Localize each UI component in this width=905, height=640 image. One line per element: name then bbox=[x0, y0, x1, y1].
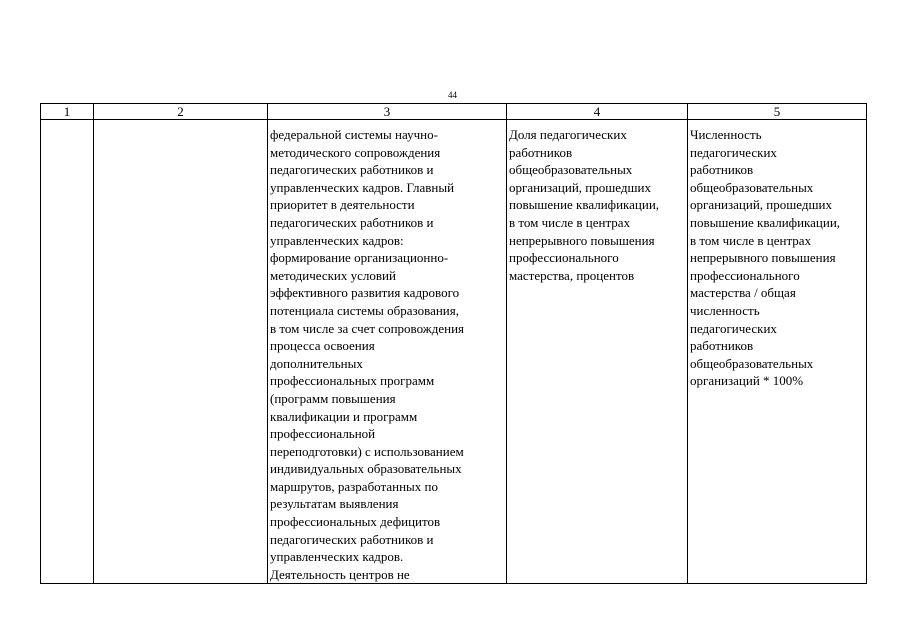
page-number: 44 bbox=[448, 90, 457, 100]
column-number-4: 4 bbox=[507, 104, 688, 120]
column-number-2: 2 bbox=[94, 104, 268, 120]
cell-col-5-formula: Численность педагогических работников общеобразовательных организаций, прошедших повышение квалификации, в том числе в центрах непрерывного повышения профессионального мастерства / общая численность педагогических работников общеобразовательных организаций * 100% bbox=[688, 120, 867, 584]
column-number-3: 3 bbox=[268, 104, 507, 120]
column-number-5: 5 bbox=[688, 104, 867, 120]
cell-col-4-indicator: Доля педагогических работников общеобразовательных организаций, прошедших повышение квалификации, в том числе в центрах непрерывного повышения профессионального мастерства, процентов bbox=[507, 120, 688, 584]
table-row bbox=[41, 120, 867, 584]
document-table bbox=[40, 103, 867, 584]
column-number-1: 1 bbox=[41, 104, 94, 120]
table-header-row bbox=[41, 104, 867, 120]
cell-col-2 bbox=[94, 120, 268, 584]
cell-col-3-description: федеральной системы научно- методического сопровождения педагогических работников и управленческих кадров. Главный приоритет в деятельности педагогических работников и управленческих кадров: формирование организационно- методических условий эффективного развития кадрового потенциала системы образования, в том числе за счет сопровождения процесса освоения дополнительных профессиональных программ (программ повышения квалификации и программ профессиональной переподготовки) с использованием индивидуальных образовательных маршрутов, разработанных по результатам выявления профессиональных дефицитов педагогических работников и управленческих кадров. Деятельность центров не bbox=[268, 120, 507, 584]
cell-col-1 bbox=[41, 120, 94, 584]
